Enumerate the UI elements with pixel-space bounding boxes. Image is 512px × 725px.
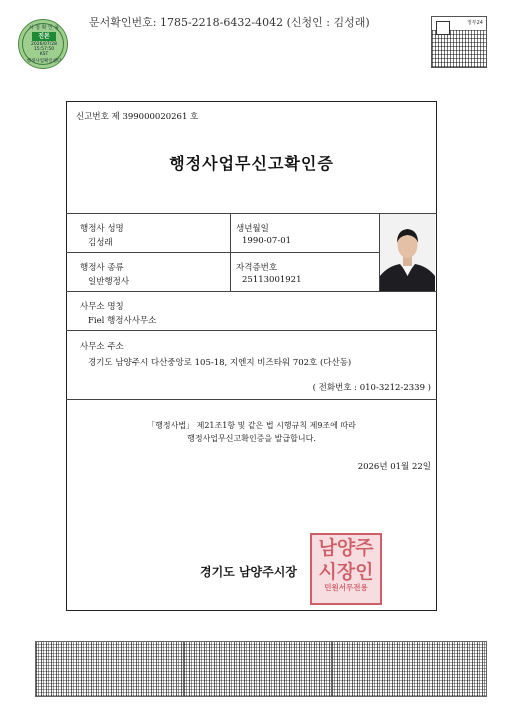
issuer-name: 경기도 남양주시장 xyxy=(200,565,297,579)
type-label: 행정사 종류 xyxy=(80,263,124,273)
applicant-photo xyxy=(380,214,435,291)
report-number: 신고번호 제 399000020261 호 xyxy=(76,112,199,122)
barcode-3 xyxy=(331,641,487,697)
office-phone: ( 전화번호 : 010-3212-2339 ) xyxy=(312,383,431,393)
portrait-icon xyxy=(380,214,435,291)
office-name-label: 사무소 명칭 xyxy=(80,302,124,312)
birth-value: 1990-07-01 xyxy=(242,236,292,246)
office-address-value: 경기도 남양주시 다산중앙로 105-18, 지엔지 비즈타워 702호 (다산동) xyxy=(88,358,352,368)
statement-line-1: 「행정사법」 제21조1항 및 같은 법 시행규칙 제9조에 따라 xyxy=(147,421,356,430)
row-divider-2 xyxy=(66,252,379,253)
barcode-2 xyxy=(183,641,339,697)
stamp-line-2: 시장인 xyxy=(318,561,374,583)
name-label: 행정사 성명 xyxy=(80,224,124,234)
row-divider-3 xyxy=(66,291,437,292)
row-divider-5 xyxy=(66,399,437,400)
license-label: 자격증번호 xyxy=(236,263,278,273)
license-value: 25113001921 xyxy=(242,275,302,285)
seal-date: 2026/07/28 xyxy=(31,42,57,47)
qr-code xyxy=(431,16,487,68)
statement-line-2: 행정사업무신고확인증을 발급합니다. xyxy=(187,434,316,443)
qr-label: 정부24 xyxy=(466,20,483,26)
certificate-title: 행정사업무신고확인증 xyxy=(169,154,334,173)
row-divider-4 xyxy=(66,330,437,331)
name-value: 김성래 xyxy=(88,238,113,248)
barcode-1 xyxy=(35,641,191,697)
seal-org: 행정사업확인센터 xyxy=(26,59,62,64)
birth-label: 생년월일 xyxy=(236,224,269,234)
office-name-value: Fiel 행정사사무소 xyxy=(88,316,157,326)
seal-badge: 진본 xyxy=(32,32,56,41)
authentication-seal xyxy=(18,19,68,69)
document-confirmation-number: 문서확인번호: 1785-2218-6432-4042 (신청인 : 김성래) xyxy=(89,16,370,29)
office-address-label: 사무소 주소 xyxy=(80,342,124,352)
col-divider-1 xyxy=(230,213,231,291)
qr-finder-icon xyxy=(436,21,450,35)
type-value: 일반행정사 xyxy=(88,277,130,287)
seal-top-text: 시 청 확 인 용 xyxy=(28,25,60,31)
stamp-line-1: 남양주 xyxy=(318,537,374,559)
issue-date: 2026년 01월 22일 xyxy=(357,462,431,472)
official-stamp xyxy=(310,533,382,605)
seal-time: 15:57:50 xyxy=(33,47,55,52)
stamp-line-3: 민원서무전용 xyxy=(324,583,368,592)
seal-tz: KST xyxy=(39,52,49,57)
